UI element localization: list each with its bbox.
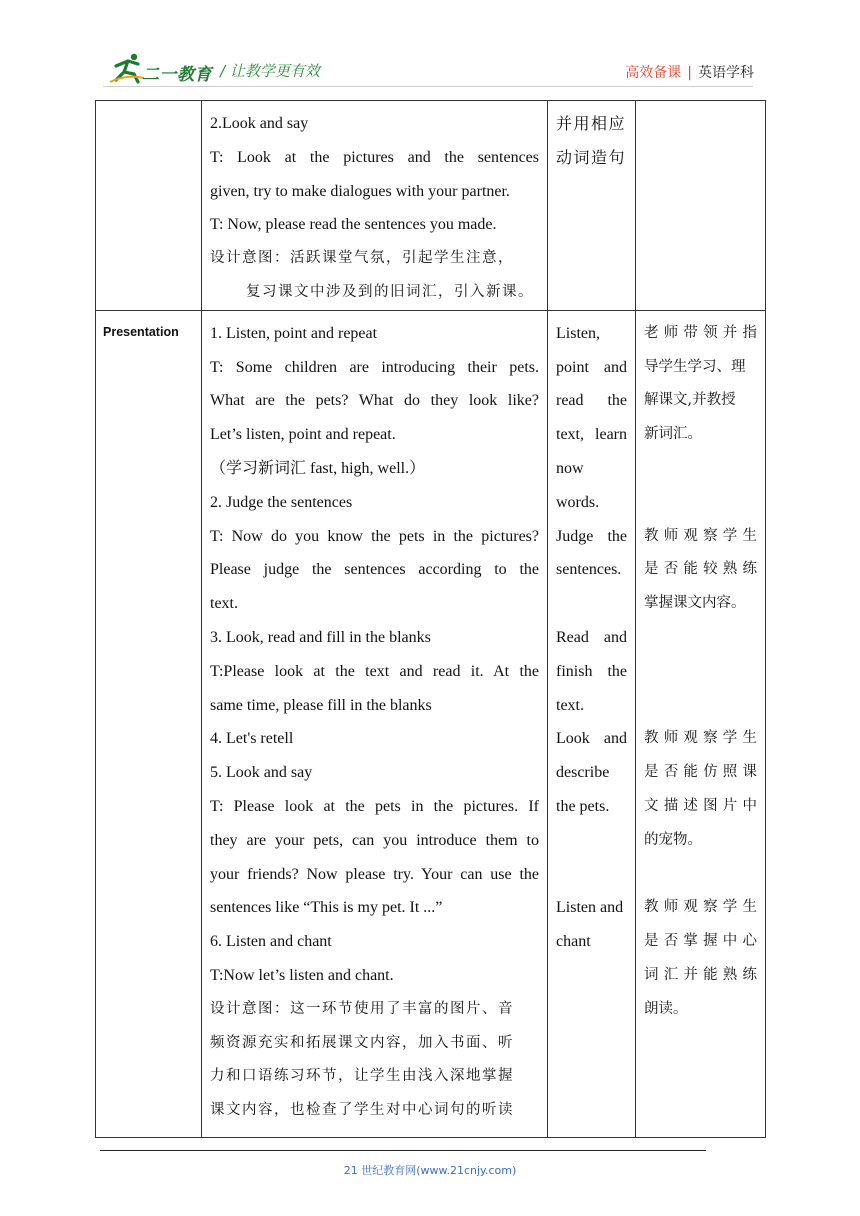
text-line: 力和口语练习环节，让学生由浅入深地掌握 <box>210 1068 514 1085</box>
text-line <box>644 486 757 520</box>
text-line: Listen, <box>556 324 600 342</box>
table-row <box>96 101 766 311</box>
text-line: Judge the <box>556 527 627 545</box>
text-line <box>644 689 757 723</box>
text-line: 是否能较熟练 <box>644 561 757 578</box>
process-cell <box>202 101 548 311</box>
text-line: 词汇并能熟练 <box>644 966 757 983</box>
text-line: 导学生学习、理 <box>644 358 746 375</box>
student-activity-cell <box>548 310 636 1137</box>
text-line: Look and <box>556 730 627 748</box>
text-line: 并用相应 <box>556 114 627 133</box>
text-line: Let’s listen, point and repeat. <box>210 426 396 444</box>
text-line <box>556 858 627 892</box>
header-separator: | <box>687 65 692 81</box>
text-line: your friends? Now please try. Your can use the <box>210 865 539 883</box>
text-line: 朗读。 <box>644 1000 688 1017</box>
text-line: 新词汇。 <box>644 426 702 443</box>
text-line: sentences. <box>556 561 622 579</box>
design-intent-cell <box>636 101 766 311</box>
text-line: 解课文,并教授 <box>644 392 736 409</box>
text-line: 复习课文中涉及到的旧词汇，引入新课。 <box>246 283 534 300</box>
text-line: 2.Look and say <box>210 115 309 132</box>
header-right <box>625 62 754 82</box>
text-line: chant <box>556 933 591 951</box>
text-line: 4. Let's retell <box>210 730 294 748</box>
text-line: read the <box>556 392 627 410</box>
text-line: 教师观察学生 <box>644 899 757 916</box>
text-line: finish the <box>556 662 627 680</box>
stage-cell: Presentation <box>96 310 202 1137</box>
text-line: 老师带领并指 <box>644 324 757 341</box>
header-subject: 英语学科 <box>698 65 754 81</box>
text-line: 的宠物。 <box>644 831 702 848</box>
header-label: 高效备课 <box>625 65 682 81</box>
text-line <box>644 452 757 486</box>
text-line: Please judge the sentences according to the <box>210 561 539 579</box>
text-line <box>556 587 627 621</box>
text-line: 5. Look and say <box>210 764 313 782</box>
text-line: 动词造句 <box>556 147 627 167</box>
text-line: T: Now do you know the pets in the pictures? <box>210 527 539 545</box>
footer-text[interactable]: 21 世纪教育网(www.21cnjy.com) <box>343 1164 517 1177</box>
text-line: they are your pets, can you introduce them to <box>210 831 539 849</box>
text-line: 3. Look, read and fill in the blanks <box>210 628 431 646</box>
text-line <box>644 858 757 892</box>
text-line: T: Please look at the pets in the pictures. If <box>210 797 539 815</box>
text-line: now <box>556 459 584 477</box>
text-line: What are the pets? What do they look like? <box>210 392 539 410</box>
text-line: 掌握课文内容。 <box>644 595 746 612</box>
text-line <box>644 655 757 689</box>
text-line: 是否能仿照课 <box>644 764 757 781</box>
text-line <box>644 621 757 655</box>
text-line: describe <box>556 764 610 782</box>
header-divider <box>103 86 753 87</box>
text-line: T:Now let’s listen and chant. <box>210 966 394 984</box>
text-line: 文描述图片中 <box>644 797 757 814</box>
slogan: / 让教学更有效 <box>220 62 320 80</box>
text-line: sentences like “This is my pet. It ...” <box>210 899 443 917</box>
text-line: 设计意图：这一环节使用了丰富的图片、音 <box>210 1000 514 1017</box>
student-activity-cell <box>548 101 636 311</box>
text-line <box>556 824 627 858</box>
text-line: 2. Judge the sentences <box>210 493 353 511</box>
text-line: 教师观察学生 <box>644 730 757 747</box>
text-line: words. <box>556 493 600 511</box>
text-line: 是否掌握中心 <box>644 933 757 950</box>
text-line: T:Please look at the text and read it. At the <box>210 662 539 680</box>
text-line: Listen and <box>556 899 624 917</box>
text-line: point and <box>556 358 627 376</box>
text-line: T: Now, please read the sentences you made. <box>210 216 497 234</box>
lesson-plan-table <box>95 100 766 1138</box>
text-line: text. <box>210 595 238 613</box>
text-line: text, learn <box>556 426 627 444</box>
footer-divider <box>100 1150 706 1151</box>
text-line: Read and <box>556 628 627 646</box>
text-line: 1. Listen, point and repeat <box>210 324 378 342</box>
design-intent-cell <box>636 310 766 1137</box>
text-line: 课文内容，也检查了学生对中心词句的听读 <box>210 1102 514 1119</box>
stage-cell <box>96 101 202 311</box>
text-line: （学习新词汇 fast, high, well.） <box>210 459 426 477</box>
brand-name: 二一教育 <box>142 65 212 85</box>
text-line: text. <box>556 696 584 714</box>
text-line: 设计意图：活跃课堂气氛，引起学生注意， <box>210 250 514 267</box>
text-line: 频资源充实和拓展课文内容，加入书面、听 <box>210 1034 514 1051</box>
text-line: the pets. <box>556 797 610 815</box>
text-line: same time, please fill in the blanks <box>210 696 432 714</box>
text-line: T: Some children are introducing their pets. <box>210 358 539 376</box>
text-line: T: Look at the pictures and the sentences <box>210 148 539 166</box>
table-row <box>96 310 766 1137</box>
text-line: given, try to make dialogues with your partner. <box>210 182 510 200</box>
text-line: 6. Listen and chant <box>210 933 332 951</box>
process-cell <box>202 310 548 1137</box>
text-line: 教师观察学生 <box>644 527 757 544</box>
